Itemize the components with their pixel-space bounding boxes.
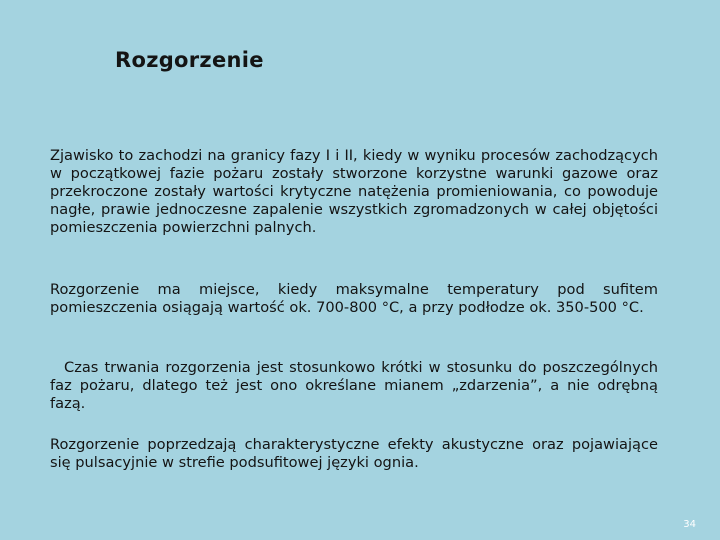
slide-title: Rozgorzenie bbox=[115, 48, 264, 72]
page-number: 34 bbox=[683, 519, 696, 530]
paragraph-temperatures: Rozgorzenie ma miejsce, kiedy maksymalne temperatury pod sufitem pomieszczenia osiągają wartość ok. 700-800 °C, a przy podłodze ok. 350-500 °C. bbox=[50, 281, 658, 316]
paragraph-precursors: Rozgorzenie poprzedzają charakterystyczne efekty akustyczne oraz pojawiające się pulsacyjnie w strefie podsufitowej języki ognia. bbox=[50, 436, 658, 471]
paragraph-duration: Czas trwania rozgorzenia jest stosunkowo krótki w stosunku do poszczególnych faz pożaru, dlatego też jest ono określane mianem „zdarzenia”, a nie odrębną fazą. bbox=[50, 359, 658, 412]
paragraph-definition: Zjawisko to zachodzi na granicy fazy I i II, kiedy w wyniku procesów zachodzących w początkowej fazie pożaru zostały stworzone korzystne warunki gazowe oraz przekroczone zostały wartości krytyczne natężenia promieniowania, co powoduje nagłe, prawie jednoczesne zapalenie wszystkich zgromadzonych w całej objętości pomieszczenia powierzchni palnych. bbox=[50, 147, 658, 236]
